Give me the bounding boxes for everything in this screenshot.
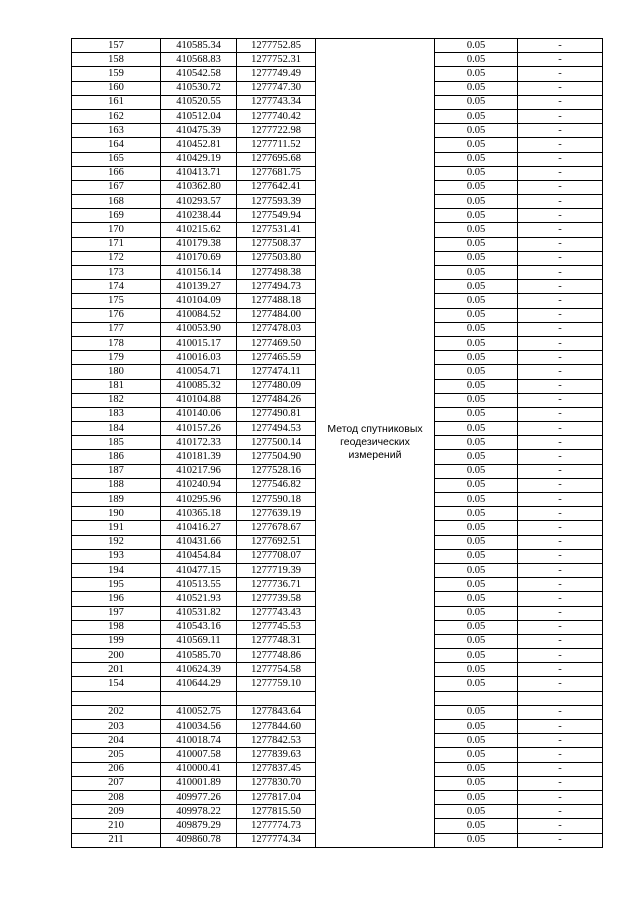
accuracy-cell: 0.05 bbox=[435, 152, 518, 166]
point-number-cell: 205 bbox=[72, 748, 161, 762]
y-coordinate-cell: 1277843.64 bbox=[237, 705, 316, 719]
note-cell: - bbox=[518, 81, 603, 95]
x-coordinate-cell: 410139.27 bbox=[161, 280, 237, 294]
note-cell: - bbox=[518, 180, 603, 194]
y-coordinate-cell: 1277839.63 bbox=[237, 748, 316, 762]
point-number-cell: 199 bbox=[72, 634, 161, 648]
accuracy-cell: 0.05 bbox=[435, 166, 518, 180]
y-coordinate-cell: 1277474.11 bbox=[237, 365, 316, 379]
accuracy-cell: 0.05 bbox=[435, 81, 518, 95]
note-cell: - bbox=[518, 124, 603, 138]
y-coordinate-cell: 1277498.38 bbox=[237, 266, 316, 280]
point-number-cell: 196 bbox=[72, 592, 161, 606]
note-cell: - bbox=[518, 762, 603, 776]
x-coordinate-cell: 410362.80 bbox=[161, 180, 237, 194]
note-cell: - bbox=[518, 563, 603, 577]
x-coordinate-cell: 410413.71 bbox=[161, 166, 237, 180]
y-coordinate-cell: 1277504.90 bbox=[237, 450, 316, 464]
point-number-cell: 194 bbox=[72, 563, 161, 577]
note-cell: - bbox=[518, 663, 603, 677]
accuracy-cell: 0.05 bbox=[435, 819, 518, 833]
empty-cell bbox=[237, 691, 316, 705]
x-coordinate-cell: 410416.27 bbox=[161, 521, 237, 535]
x-coordinate-cell: 410215.62 bbox=[161, 223, 237, 237]
point-number-cell: 190 bbox=[72, 507, 161, 521]
y-coordinate-cell: 1277546.82 bbox=[237, 478, 316, 492]
x-coordinate-cell: 410429.19 bbox=[161, 152, 237, 166]
note-cell: - bbox=[518, 223, 603, 237]
note-cell: - bbox=[518, 209, 603, 223]
x-coordinate-cell: 410015.17 bbox=[161, 336, 237, 350]
note-cell: - bbox=[518, 507, 603, 521]
y-coordinate-cell: 1277695.68 bbox=[237, 152, 316, 166]
x-coordinate-cell: 410477.15 bbox=[161, 563, 237, 577]
y-coordinate-cell: 1277743.34 bbox=[237, 95, 316, 109]
x-coordinate-cell: 410140.06 bbox=[161, 407, 237, 421]
coordinates-table bbox=[71, 38, 603, 848]
note-cell: - bbox=[518, 39, 603, 53]
accuracy-cell: 0.05 bbox=[435, 351, 518, 365]
point-number-cell: 166 bbox=[72, 166, 161, 180]
accuracy-cell: 0.05 bbox=[435, 393, 518, 407]
note-cell: - bbox=[518, 493, 603, 507]
accuracy-cell: 0.05 bbox=[435, 563, 518, 577]
point-number-cell: 209 bbox=[72, 805, 161, 819]
note-cell: - bbox=[518, 649, 603, 663]
x-coordinate-cell: 410156.14 bbox=[161, 266, 237, 280]
point-number-cell: 163 bbox=[72, 124, 161, 138]
note-cell: - bbox=[518, 166, 603, 180]
accuracy-cell: 0.05 bbox=[435, 649, 518, 663]
note-cell: - bbox=[518, 109, 603, 123]
x-coordinate-cell: 410104.09 bbox=[161, 294, 237, 308]
x-coordinate-cell: 410585.34 bbox=[161, 39, 237, 53]
point-number-cell: 202 bbox=[72, 705, 161, 719]
y-coordinate-cell: 1277478.03 bbox=[237, 322, 316, 336]
point-number-cell: 204 bbox=[72, 734, 161, 748]
x-coordinate-cell: 410512.04 bbox=[161, 109, 237, 123]
note-cell: - bbox=[518, 464, 603, 478]
x-coordinate-cell: 410568.83 bbox=[161, 53, 237, 67]
note-cell: - bbox=[518, 677, 603, 691]
x-coordinate-cell: 409860.78 bbox=[161, 833, 237, 847]
point-number-cell: 206 bbox=[72, 762, 161, 776]
note-cell: - bbox=[518, 620, 603, 634]
note-cell: - bbox=[518, 237, 603, 251]
point-number-cell: 169 bbox=[72, 209, 161, 223]
y-coordinate-cell: 1277719.39 bbox=[237, 563, 316, 577]
point-number-cell: 167 bbox=[72, 180, 161, 194]
y-coordinate-cell: 1277745.53 bbox=[237, 620, 316, 634]
x-coordinate-cell: 410431.66 bbox=[161, 535, 237, 549]
x-coordinate-cell: 410170.69 bbox=[161, 251, 237, 265]
y-coordinate-cell: 1277722.98 bbox=[237, 124, 316, 138]
point-number-cell: 200 bbox=[72, 649, 161, 663]
accuracy-cell: 0.05 bbox=[435, 805, 518, 819]
accuracy-cell: 0.05 bbox=[435, 549, 518, 563]
x-coordinate-cell: 410531.82 bbox=[161, 606, 237, 620]
note-cell: - bbox=[518, 322, 603, 336]
x-coordinate-cell: 410238.44 bbox=[161, 209, 237, 223]
accuracy-cell: 0.05 bbox=[435, 280, 518, 294]
accuracy-cell: 0.05 bbox=[435, 322, 518, 336]
point-number-cell: 201 bbox=[72, 663, 161, 677]
point-number-cell: 193 bbox=[72, 549, 161, 563]
x-coordinate-cell: 410293.57 bbox=[161, 195, 237, 209]
note-cell: - bbox=[518, 450, 603, 464]
y-coordinate-cell: 1277593.39 bbox=[237, 195, 316, 209]
y-coordinate-cell: 1277590.18 bbox=[237, 493, 316, 507]
x-coordinate-cell: 410000.41 bbox=[161, 762, 237, 776]
note-cell: - bbox=[518, 805, 603, 819]
accuracy-cell: 0.05 bbox=[435, 67, 518, 81]
point-number-cell: 174 bbox=[72, 280, 161, 294]
note-cell: - bbox=[518, 67, 603, 81]
empty-cell bbox=[518, 691, 603, 705]
table-body bbox=[72, 39, 603, 848]
point-number-cell: 195 bbox=[72, 578, 161, 592]
note-cell: - bbox=[518, 833, 603, 847]
note-cell: - bbox=[518, 280, 603, 294]
point-number-cell: 210 bbox=[72, 819, 161, 833]
empty-cell bbox=[435, 691, 518, 705]
note-cell: - bbox=[518, 422, 603, 436]
x-coordinate-cell: 410016.03 bbox=[161, 351, 237, 365]
accuracy-cell: 0.05 bbox=[435, 209, 518, 223]
note-cell: - bbox=[518, 336, 603, 350]
x-coordinate-cell: 410543.16 bbox=[161, 620, 237, 634]
accuracy-cell: 0.05 bbox=[435, 634, 518, 648]
y-coordinate-cell: 1277842.53 bbox=[237, 734, 316, 748]
x-coordinate-cell: 410217.96 bbox=[161, 464, 237, 478]
point-number-cell: 187 bbox=[72, 464, 161, 478]
table-row bbox=[72, 39, 603, 53]
accuracy-cell: 0.05 bbox=[435, 336, 518, 350]
accuracy-cell: 0.05 bbox=[435, 422, 518, 436]
note-cell: - bbox=[518, 308, 603, 322]
note-cell: - bbox=[518, 138, 603, 152]
y-coordinate-cell: 1277711.52 bbox=[237, 138, 316, 152]
y-coordinate-cell: 1277754.58 bbox=[237, 663, 316, 677]
empty-cell bbox=[161, 691, 237, 705]
x-coordinate-cell: 410365.18 bbox=[161, 507, 237, 521]
accuracy-cell: 0.05 bbox=[435, 663, 518, 677]
y-coordinate-cell: 1277743.43 bbox=[237, 606, 316, 620]
note-cell: - bbox=[518, 195, 603, 209]
y-coordinate-cell: 1277748.31 bbox=[237, 634, 316, 648]
x-coordinate-cell: 410053.90 bbox=[161, 322, 237, 336]
y-coordinate-cell: 1277752.31 bbox=[237, 53, 316, 67]
note-cell: - bbox=[518, 152, 603, 166]
method-cell: Метод спутниковых геодезических измерений bbox=[316, 39, 435, 848]
x-coordinate-cell: 410034.56 bbox=[161, 720, 237, 734]
accuracy-cell: 0.05 bbox=[435, 109, 518, 123]
x-coordinate-cell: 410513.55 bbox=[161, 578, 237, 592]
y-coordinate-cell: 1277747.30 bbox=[237, 81, 316, 95]
accuracy-cell: 0.05 bbox=[435, 592, 518, 606]
accuracy-cell: 0.05 bbox=[435, 705, 518, 719]
x-coordinate-cell: 410644.29 bbox=[161, 677, 237, 691]
x-coordinate-cell: 410054.71 bbox=[161, 365, 237, 379]
x-coordinate-cell: 409978.22 bbox=[161, 805, 237, 819]
accuracy-cell: 0.05 bbox=[435, 407, 518, 421]
y-coordinate-cell: 1277469.50 bbox=[237, 336, 316, 350]
note-cell: - bbox=[518, 53, 603, 67]
point-number-cell: 198 bbox=[72, 620, 161, 634]
note-cell: - bbox=[518, 521, 603, 535]
accuracy-cell: 0.05 bbox=[435, 776, 518, 790]
note-cell: - bbox=[518, 393, 603, 407]
y-coordinate-cell: 1277488.18 bbox=[237, 294, 316, 308]
point-number-cell: 157 bbox=[72, 39, 161, 53]
accuracy-cell: 0.05 bbox=[435, 379, 518, 393]
y-coordinate-cell: 1277740.42 bbox=[237, 109, 316, 123]
y-coordinate-cell: 1277739.58 bbox=[237, 592, 316, 606]
y-coordinate-cell: 1277494.53 bbox=[237, 422, 316, 436]
point-number-cell: 182 bbox=[72, 393, 161, 407]
note-cell: - bbox=[518, 436, 603, 450]
y-coordinate-cell: 1277749.49 bbox=[237, 67, 316, 81]
point-number-cell: 168 bbox=[72, 195, 161, 209]
note-cell: - bbox=[518, 634, 603, 648]
x-coordinate-cell: 410530.72 bbox=[161, 81, 237, 95]
accuracy-cell: 0.05 bbox=[435, 790, 518, 804]
note-cell: - bbox=[518, 819, 603, 833]
point-number-cell: 170 bbox=[72, 223, 161, 237]
point-number-cell: 211 bbox=[72, 833, 161, 847]
point-number-cell: 178 bbox=[72, 336, 161, 350]
note-cell: - bbox=[518, 95, 603, 109]
accuracy-cell: 0.05 bbox=[435, 95, 518, 109]
point-number-cell: 185 bbox=[72, 436, 161, 450]
y-coordinate-cell: 1277465.59 bbox=[237, 351, 316, 365]
note-cell: - bbox=[518, 606, 603, 620]
x-coordinate-cell: 410569.11 bbox=[161, 634, 237, 648]
x-coordinate-cell: 410018.74 bbox=[161, 734, 237, 748]
point-number-cell: 160 bbox=[72, 81, 161, 95]
note-cell: - bbox=[518, 407, 603, 421]
point-number-cell: 179 bbox=[72, 351, 161, 365]
y-coordinate-cell: 1277817.04 bbox=[237, 790, 316, 804]
point-number-cell: 184 bbox=[72, 422, 161, 436]
point-number-cell: 161 bbox=[72, 95, 161, 109]
note-cell: - bbox=[518, 734, 603, 748]
point-number-cell: 203 bbox=[72, 720, 161, 734]
y-coordinate-cell: 1277508.37 bbox=[237, 237, 316, 251]
y-coordinate-cell: 1277759.10 bbox=[237, 677, 316, 691]
y-coordinate-cell: 1277484.00 bbox=[237, 308, 316, 322]
y-coordinate-cell: 1277830.70 bbox=[237, 776, 316, 790]
accuracy-cell: 0.05 bbox=[435, 195, 518, 209]
y-coordinate-cell: 1277681.75 bbox=[237, 166, 316, 180]
point-number-cell: 172 bbox=[72, 251, 161, 265]
note-cell: - bbox=[518, 351, 603, 365]
point-number-cell: 191 bbox=[72, 521, 161, 535]
point-number-cell: 189 bbox=[72, 493, 161, 507]
accuracy-cell: 0.05 bbox=[435, 223, 518, 237]
note-cell: - bbox=[518, 720, 603, 734]
y-coordinate-cell: 1277708.07 bbox=[237, 549, 316, 563]
y-coordinate-cell: 1277678.67 bbox=[237, 521, 316, 535]
y-coordinate-cell: 1277774.73 bbox=[237, 819, 316, 833]
note-cell: - bbox=[518, 379, 603, 393]
accuracy-cell: 0.05 bbox=[435, 39, 518, 53]
note-cell: - bbox=[518, 478, 603, 492]
x-coordinate-cell: 410454.84 bbox=[161, 549, 237, 563]
point-number-cell: 159 bbox=[72, 67, 161, 81]
note-cell: - bbox=[518, 592, 603, 606]
x-coordinate-cell: 410157.26 bbox=[161, 422, 237, 436]
point-number-cell: 192 bbox=[72, 535, 161, 549]
note-cell: - bbox=[518, 578, 603, 592]
x-coordinate-cell: 409977.26 bbox=[161, 790, 237, 804]
y-coordinate-cell: 1277748.86 bbox=[237, 649, 316, 663]
accuracy-cell: 0.05 bbox=[435, 124, 518, 138]
note-cell: - bbox=[518, 790, 603, 804]
point-number-cell: 208 bbox=[72, 790, 161, 804]
y-coordinate-cell: 1277528.16 bbox=[237, 464, 316, 478]
note-cell: - bbox=[518, 251, 603, 265]
accuracy-cell: 0.05 bbox=[435, 535, 518, 549]
y-coordinate-cell: 1277484.26 bbox=[237, 393, 316, 407]
x-coordinate-cell: 410295.96 bbox=[161, 493, 237, 507]
y-coordinate-cell: 1277503.80 bbox=[237, 251, 316, 265]
x-coordinate-cell: 410179.38 bbox=[161, 237, 237, 251]
point-number-cell: 176 bbox=[72, 308, 161, 322]
y-coordinate-cell: 1277774.34 bbox=[237, 833, 316, 847]
note-cell: - bbox=[518, 535, 603, 549]
accuracy-cell: 0.05 bbox=[435, 734, 518, 748]
x-coordinate-cell: 410585.70 bbox=[161, 649, 237, 663]
accuracy-cell: 0.05 bbox=[435, 180, 518, 194]
x-coordinate-cell: 410452.81 bbox=[161, 138, 237, 152]
point-number-cell: 173 bbox=[72, 266, 161, 280]
y-coordinate-cell: 1277531.41 bbox=[237, 223, 316, 237]
y-coordinate-cell: 1277752.85 bbox=[237, 39, 316, 53]
accuracy-cell: 0.05 bbox=[435, 464, 518, 478]
x-coordinate-cell: 410052.75 bbox=[161, 705, 237, 719]
note-cell: - bbox=[518, 549, 603, 563]
point-number-cell: 165 bbox=[72, 152, 161, 166]
note-cell: - bbox=[518, 266, 603, 280]
y-coordinate-cell: 1277490.81 bbox=[237, 407, 316, 421]
accuracy-cell: 0.05 bbox=[435, 521, 518, 535]
note-cell: - bbox=[518, 365, 603, 379]
x-coordinate-cell: 410007.58 bbox=[161, 748, 237, 762]
accuracy-cell: 0.05 bbox=[435, 308, 518, 322]
accuracy-cell: 0.05 bbox=[435, 53, 518, 67]
x-coordinate-cell: 410240.94 bbox=[161, 478, 237, 492]
y-coordinate-cell: 1277815.50 bbox=[237, 805, 316, 819]
x-coordinate-cell: 410624.39 bbox=[161, 663, 237, 677]
y-coordinate-cell: 1277736.71 bbox=[237, 578, 316, 592]
point-number-cell: 186 bbox=[72, 450, 161, 464]
note-cell: - bbox=[518, 294, 603, 308]
point-number-cell: 183 bbox=[72, 407, 161, 421]
y-coordinate-cell: 1277494.73 bbox=[237, 280, 316, 294]
point-number-cell: 181 bbox=[72, 379, 161, 393]
x-coordinate-cell: 410542.58 bbox=[161, 67, 237, 81]
accuracy-cell: 0.05 bbox=[435, 762, 518, 776]
x-coordinate-cell: 410181.39 bbox=[161, 450, 237, 464]
note-cell: - bbox=[518, 776, 603, 790]
accuracy-cell: 0.05 bbox=[435, 266, 518, 280]
accuracy-cell: 0.05 bbox=[435, 237, 518, 251]
point-number-cell: 188 bbox=[72, 478, 161, 492]
note-cell: - bbox=[518, 748, 603, 762]
point-number-cell: 180 bbox=[72, 365, 161, 379]
accuracy-cell: 0.05 bbox=[435, 620, 518, 634]
point-number-cell: 177 bbox=[72, 322, 161, 336]
note-cell: - bbox=[518, 705, 603, 719]
accuracy-cell: 0.05 bbox=[435, 365, 518, 379]
y-coordinate-cell: 1277692.51 bbox=[237, 535, 316, 549]
accuracy-cell: 0.05 bbox=[435, 748, 518, 762]
y-coordinate-cell: 1277500.14 bbox=[237, 436, 316, 450]
x-coordinate-cell: 410084.52 bbox=[161, 308, 237, 322]
y-coordinate-cell: 1277837.45 bbox=[237, 762, 316, 776]
accuracy-cell: 0.05 bbox=[435, 493, 518, 507]
x-coordinate-cell: 410104.88 bbox=[161, 393, 237, 407]
y-coordinate-cell: 1277480.09 bbox=[237, 379, 316, 393]
point-number-cell: 162 bbox=[72, 109, 161, 123]
y-coordinate-cell: 1277549.94 bbox=[237, 209, 316, 223]
accuracy-cell: 0.05 bbox=[435, 450, 518, 464]
x-coordinate-cell: 410521.93 bbox=[161, 592, 237, 606]
point-number-cell: 175 bbox=[72, 294, 161, 308]
accuracy-cell: 0.05 bbox=[435, 833, 518, 847]
accuracy-cell: 0.05 bbox=[435, 251, 518, 265]
accuracy-cell: 0.05 bbox=[435, 138, 518, 152]
point-number-cell: 171 bbox=[72, 237, 161, 251]
x-coordinate-cell: 410475.39 bbox=[161, 124, 237, 138]
y-coordinate-cell: 1277844.60 bbox=[237, 720, 316, 734]
x-coordinate-cell: 410001.89 bbox=[161, 776, 237, 790]
accuracy-cell: 0.05 bbox=[435, 507, 518, 521]
accuracy-cell: 0.05 bbox=[435, 294, 518, 308]
point-number-cell: 154 bbox=[72, 677, 161, 691]
point-number-cell: 164 bbox=[72, 138, 161, 152]
y-coordinate-cell: 1277639.19 bbox=[237, 507, 316, 521]
point-number-cell: 158 bbox=[72, 53, 161, 67]
accuracy-cell: 0.05 bbox=[435, 436, 518, 450]
x-coordinate-cell: 410172.33 bbox=[161, 436, 237, 450]
x-coordinate-cell: 410085.32 bbox=[161, 379, 237, 393]
point-number-cell: 207 bbox=[72, 776, 161, 790]
empty-cell bbox=[72, 691, 161, 705]
x-coordinate-cell: 409879.29 bbox=[161, 819, 237, 833]
y-coordinate-cell: 1277642.41 bbox=[237, 180, 316, 194]
x-coordinate-cell: 410520.55 bbox=[161, 95, 237, 109]
point-number-cell: 197 bbox=[72, 606, 161, 620]
accuracy-cell: 0.05 bbox=[435, 677, 518, 691]
accuracy-cell: 0.05 bbox=[435, 720, 518, 734]
accuracy-cell: 0.05 bbox=[435, 606, 518, 620]
accuracy-cell: 0.05 bbox=[435, 478, 518, 492]
accuracy-cell: 0.05 bbox=[435, 578, 518, 592]
